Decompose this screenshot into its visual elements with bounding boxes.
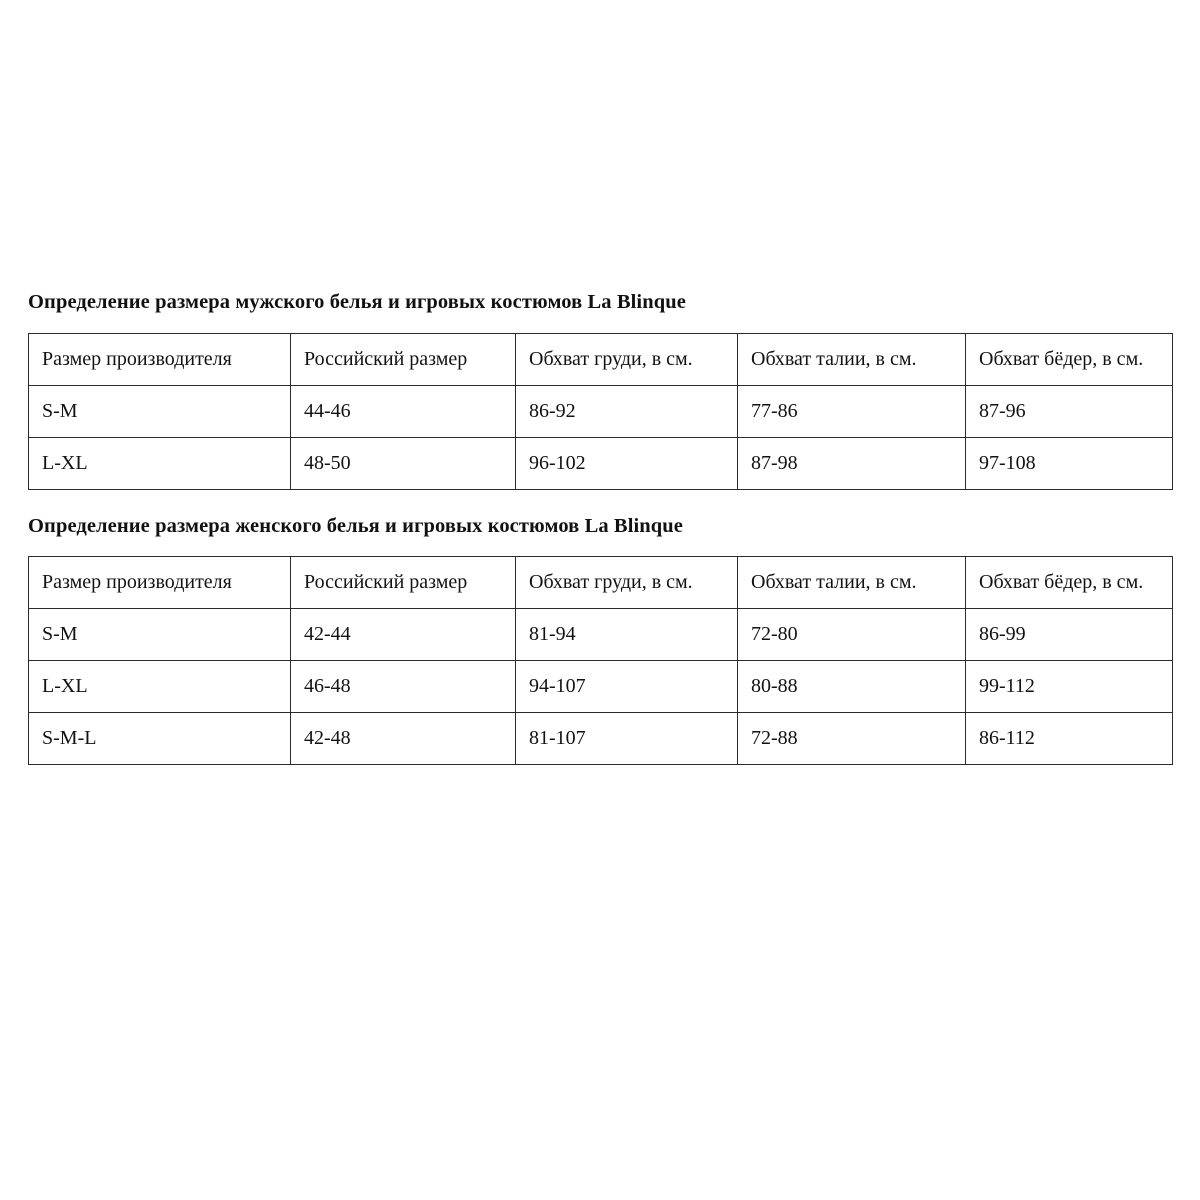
- cell-chest: 86-92: [516, 385, 738, 437]
- column-header-hips: Обхват бёдер, в см.: [966, 333, 1173, 385]
- cell-hips: 86-99: [966, 609, 1173, 661]
- cell-waist: 72-88: [738, 713, 966, 765]
- size-guide-document: [28, 290, 1172, 805]
- cell-chest: 96-102: [516, 437, 738, 489]
- cell-hips: 99-112: [966, 661, 1173, 713]
- table-row: [29, 385, 1173, 437]
- cell-hips: 86-112: [966, 713, 1173, 765]
- column-header-waist: Обхват талии, в см.: [738, 557, 966, 609]
- womens-size-table: [28, 556, 1173, 765]
- column-header-manufacturer-size: Размер производителя: [29, 557, 291, 609]
- table-row: [29, 437, 1173, 489]
- mens-size-section-title: Определение размера мужского белья и игровых костюмов La Blinque: [28, 291, 686, 313]
- column-header-chest: Обхват груди, в см.: [516, 333, 738, 385]
- cell-waist: 87-98: [738, 437, 966, 489]
- womens-size-section-title: Определение размера женского белья и игровых костюмов La Blinque: [28, 514, 683, 537]
- column-header-manufacturer-size: Размер производителя: [29, 333, 291, 385]
- table-row: [29, 609, 1173, 661]
- mens-size-table: [28, 333, 1173, 490]
- table-row: [29, 713, 1173, 765]
- cell-manufacturer-size: L-XL: [29, 661, 291, 713]
- cell-chest: 81-107: [516, 713, 738, 765]
- cell-waist: 77-86: [738, 385, 966, 437]
- cell-russian-size: 42-48: [291, 713, 516, 765]
- column-header-chest: Обхват груди, в см.: [516, 557, 738, 609]
- cell-chest: 94-107: [516, 661, 738, 713]
- cell-manufacturer-size: S-M: [29, 385, 291, 437]
- cell-russian-size: 44-46: [291, 385, 516, 437]
- table-row: [29, 661, 1173, 713]
- cell-hips: 87-96: [966, 385, 1173, 437]
- column-header-waist: Обхват талии, в см.: [738, 333, 966, 385]
- cell-manufacturer-size: S-M: [29, 609, 291, 661]
- table-header-row: [29, 557, 1173, 609]
- bottom-spacer: [28, 765, 1172, 805]
- cell-waist: 72-80: [738, 609, 966, 661]
- column-header-russian-size: Российский размер: [291, 557, 516, 609]
- cell-waist: 80-88: [738, 661, 966, 713]
- column-header-russian-size: Российский размер: [291, 333, 516, 385]
- cell-russian-size: 46-48: [291, 661, 516, 713]
- cell-hips: 97-108: [966, 437, 1173, 489]
- cell-chest: 81-94: [516, 609, 738, 661]
- cell-manufacturer-size: S-M-L: [29, 713, 291, 765]
- cell-russian-size: 48-50: [291, 437, 516, 489]
- column-header-hips: Обхват бёдер, в см.: [966, 557, 1173, 609]
- table-header-row: [29, 333, 1173, 385]
- cell-manufacturer-size: L-XL: [29, 437, 291, 489]
- cell-russian-size: 42-44: [291, 609, 516, 661]
